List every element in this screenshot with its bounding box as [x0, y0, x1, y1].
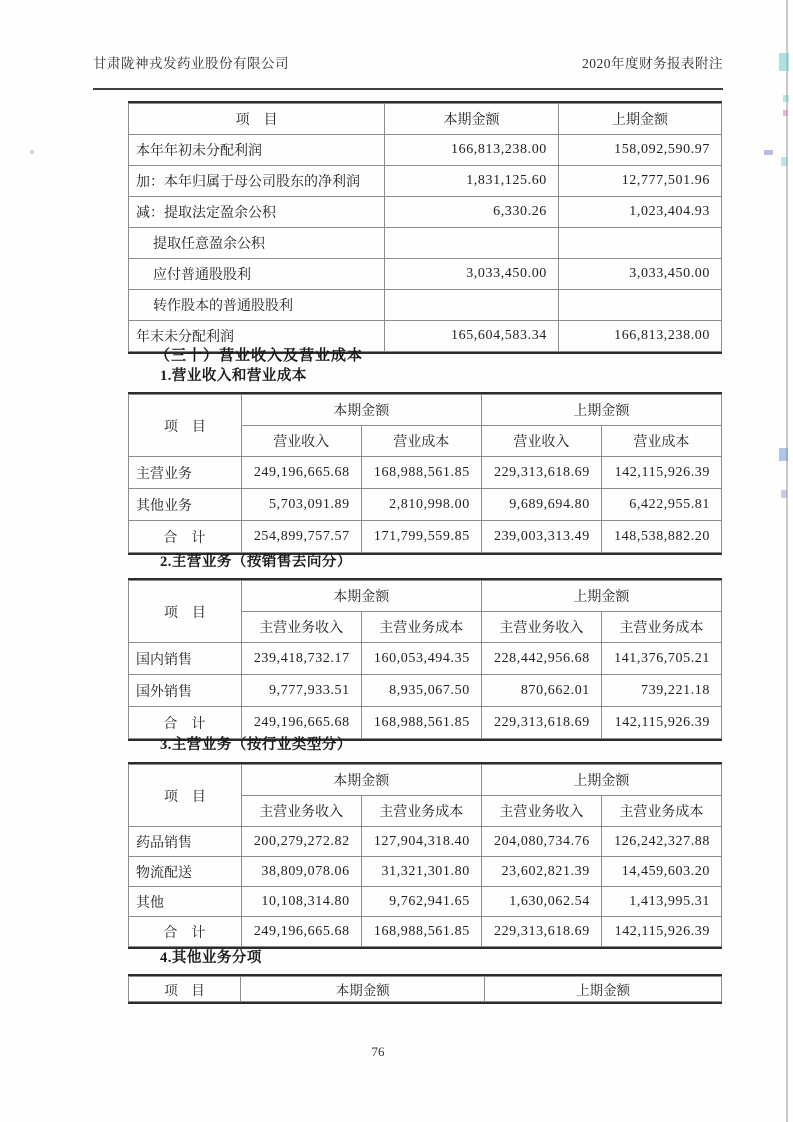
item-cell: 年末未分配利润: [129, 321, 385, 352]
item-cell: 其他: [129, 887, 242, 917]
scan-artifact: [779, 448, 788, 461]
header-row: [129, 765, 722, 796]
current-amount-cell: 6,330.26: [385, 197, 559, 228]
column-header: 项 目: [129, 765, 242, 827]
table-row: [129, 887, 722, 917]
column-header: 项 目: [129, 977, 241, 1002]
period-header: 本期金额: [241, 395, 481, 426]
period-header: 上期金额: [481, 765, 721, 796]
industry-type-table: [128, 762, 722, 949]
column-subheader: 主营业务收入: [481, 612, 601, 643]
prior-amount-cell: 158,092,590.97: [558, 135, 721, 166]
column-subheader: 主营业务成本: [361, 796, 481, 827]
amount-cell: 249,196,665.68: [241, 707, 361, 739]
column-subheader: 主营业务收入: [241, 796, 361, 827]
amount-cell: 14,459,603.20: [601, 857, 721, 887]
retained-earnings-table: [128, 101, 722, 354]
period-header: 上期金额: [481, 581, 721, 612]
amount-cell: 10,108,314.80: [241, 887, 361, 917]
table-row: [129, 290, 722, 321]
amount-cell: 229,313,618.69: [481, 707, 601, 739]
scan-artifact: [783, 110, 788, 116]
column-subheader: 营业成本: [361, 426, 481, 457]
subsection-title-4: 4.其他业务分项: [160, 950, 262, 966]
amount-cell: 870,662.01: [481, 675, 601, 707]
amount-cell: 127,904,318.40: [361, 827, 481, 857]
table-row: [129, 521, 722, 553]
scan-artifact: [781, 157, 788, 166]
column-subheader: 营业成本: [601, 426, 721, 457]
amount-cell: 229,313,618.69: [481, 917, 601, 947]
item-cell: 提取任意盈余公积: [129, 228, 385, 259]
amount-cell: 204,080,734.76: [481, 827, 601, 857]
table-row: [129, 675, 722, 707]
current-amount-cell: 166,813,238.00: [385, 135, 559, 166]
column-header: 上期金额: [485, 977, 722, 1002]
period-header: 本期金额: [241, 765, 481, 796]
column-header: 本期金额: [385, 104, 559, 135]
table-row: [129, 457, 722, 489]
item-cell: 应付普通股股利: [129, 259, 385, 290]
revenue-cost-table: [128, 392, 722, 555]
item-cell: 其他业务: [129, 489, 242, 521]
amount-cell: 9,777,933.51: [241, 675, 361, 707]
scan-edge-line: [786, 0, 788, 1122]
amount-cell: 142,115,926.39: [601, 917, 721, 947]
amount-cell: 9,762,941.65: [361, 887, 481, 917]
amount-cell: 148,538,882.20: [601, 521, 721, 553]
table-row: [129, 643, 722, 675]
amount-cell: 249,196,665.68: [241, 917, 361, 947]
column-header: 项 目: [129, 581, 242, 643]
column-subheader: 主营业务成本: [601, 796, 721, 827]
item-cell: 合 计: [129, 521, 242, 553]
scan-artifact: [764, 150, 773, 155]
amount-cell: 142,115,926.39: [601, 457, 721, 489]
item-cell: 物流配送: [129, 857, 242, 887]
amount-cell: 239,003,313.49: [481, 521, 601, 553]
amount-cell: 228,442,956.68: [481, 643, 601, 675]
amount-cell: 1,413,995.31: [601, 887, 721, 917]
item-cell: 国内销售: [129, 643, 242, 675]
item-cell: 合 计: [129, 707, 242, 739]
table-row: [129, 135, 722, 166]
amount-cell: 200,279,272.82: [241, 827, 361, 857]
other-business-table: [128, 974, 722, 1004]
header-row: [129, 104, 722, 135]
item-cell: 转作股本的普通股股利: [129, 290, 385, 321]
item-cell: 本年年初未分配利润: [129, 135, 385, 166]
table-row: [129, 166, 722, 197]
table-row: [129, 197, 722, 228]
table-row: [129, 228, 722, 259]
table-row: [129, 259, 722, 290]
column-subheader: 主营业务收入: [241, 612, 361, 643]
page-number: 76: [371, 1044, 385, 1059]
amount-cell: 168,988,561.85: [361, 457, 481, 489]
company-name: 甘肃陇神戎发药业股份有限公司: [93, 56, 289, 71]
amount-cell: 168,988,561.85: [361, 917, 481, 947]
item-cell: 国外销售: [129, 675, 242, 707]
table-row: [129, 917, 722, 947]
section-heading: （三十）营业收入及营业成本: [155, 348, 364, 364]
subsection-title-2: 2.主营业务（按销售去向分）: [160, 554, 352, 570]
prior-amount-cell: 166,813,238.00: [558, 321, 721, 352]
amount-cell: 8,935,067.50: [361, 675, 481, 707]
prior-amount-cell: 1,023,404.93: [558, 197, 721, 228]
amount-cell: 6,422,955.81: [601, 489, 721, 521]
amount-cell: 31,321,301.80: [361, 857, 481, 887]
current-amount-cell: [385, 290, 559, 321]
amount-cell: 5,703,091.89: [241, 489, 361, 521]
amount-cell: 142,115,926.39: [601, 707, 721, 739]
amount-cell: 141,376,705.21: [601, 643, 721, 675]
item-cell: 药品销售: [129, 827, 242, 857]
column-subheader: 主营业务收入: [481, 796, 601, 827]
column-subheader: 营业收入: [241, 426, 361, 457]
prior-amount-cell: [558, 290, 721, 321]
current-amount-cell: 3,033,450.00: [385, 259, 559, 290]
header-row: [129, 977, 722, 1002]
column-header: 本期金额: [241, 977, 485, 1002]
scan-artifact: [779, 53, 789, 71]
current-amount-cell: [385, 228, 559, 259]
table-row: [129, 489, 722, 521]
header-row: [129, 581, 722, 612]
scan-artifact: [781, 490, 787, 498]
amount-cell: 171,799,559.85: [361, 521, 481, 553]
page-header: [93, 52, 723, 72]
prior-amount-cell: [558, 228, 721, 259]
column-header: 上期金额: [558, 104, 721, 135]
current-amount-cell: 165,604,583.34: [385, 321, 559, 352]
sales-destination-table: [128, 578, 722, 741]
item-cell: 减：提取法定盈余公积: [129, 197, 385, 228]
scan-artifact: [783, 95, 789, 102]
header-rule: [93, 88, 723, 90]
subsection-title-3: 3.主营业务（按行业类型分）: [160, 737, 352, 753]
column-subheader: 营业收入: [481, 426, 601, 457]
amount-cell: 739,221.18: [601, 675, 721, 707]
item-cell: 合 计: [129, 917, 242, 947]
column-subheader: 主营业务成本: [361, 612, 481, 643]
amount-cell: 2,810,998.00: [361, 489, 481, 521]
amount-cell: 160,053,494.35: [361, 643, 481, 675]
amount-cell: 1,630,062.54: [481, 887, 601, 917]
scan-artifact: [30, 150, 34, 154]
period-header: 本期金额: [241, 581, 481, 612]
column-header: 项 目: [129, 395, 242, 457]
amount-cell: 23,602,821.39: [481, 857, 601, 887]
column-header: 项 目: [129, 104, 385, 135]
prior-amount-cell: 12,777,501.96: [558, 166, 721, 197]
amount-cell: 239,418,732.17: [241, 643, 361, 675]
period-header: 上期金额: [481, 395, 721, 426]
amount-cell: 229,313,618.69: [481, 457, 601, 489]
subsection-title-1: 1.营业收入和营业成本: [160, 368, 307, 384]
amount-cell: 249,196,665.68: [241, 457, 361, 489]
prior-amount-cell: 3,033,450.00: [558, 259, 721, 290]
table-row: [129, 827, 722, 857]
amount-cell: 38,809,078.06: [241, 857, 361, 887]
current-amount-cell: 1,831,125.60: [385, 166, 559, 197]
amount-cell: 9,689,694.80: [481, 489, 601, 521]
amount-cell: 126,242,327.88: [601, 827, 721, 857]
item-cell: 主营业务: [129, 457, 242, 489]
header-row: [129, 395, 722, 426]
amount-cell: 254,899,757.57: [241, 521, 361, 553]
amount-cell: 168,988,561.85: [361, 707, 481, 739]
table-row: [129, 857, 722, 887]
item-cell: 加：本年归属于母公司股东的净利润: [129, 166, 385, 197]
column-subheader: 主营业务成本: [601, 612, 721, 643]
document-title: 2020年度财务报表附注: [582, 56, 723, 71]
